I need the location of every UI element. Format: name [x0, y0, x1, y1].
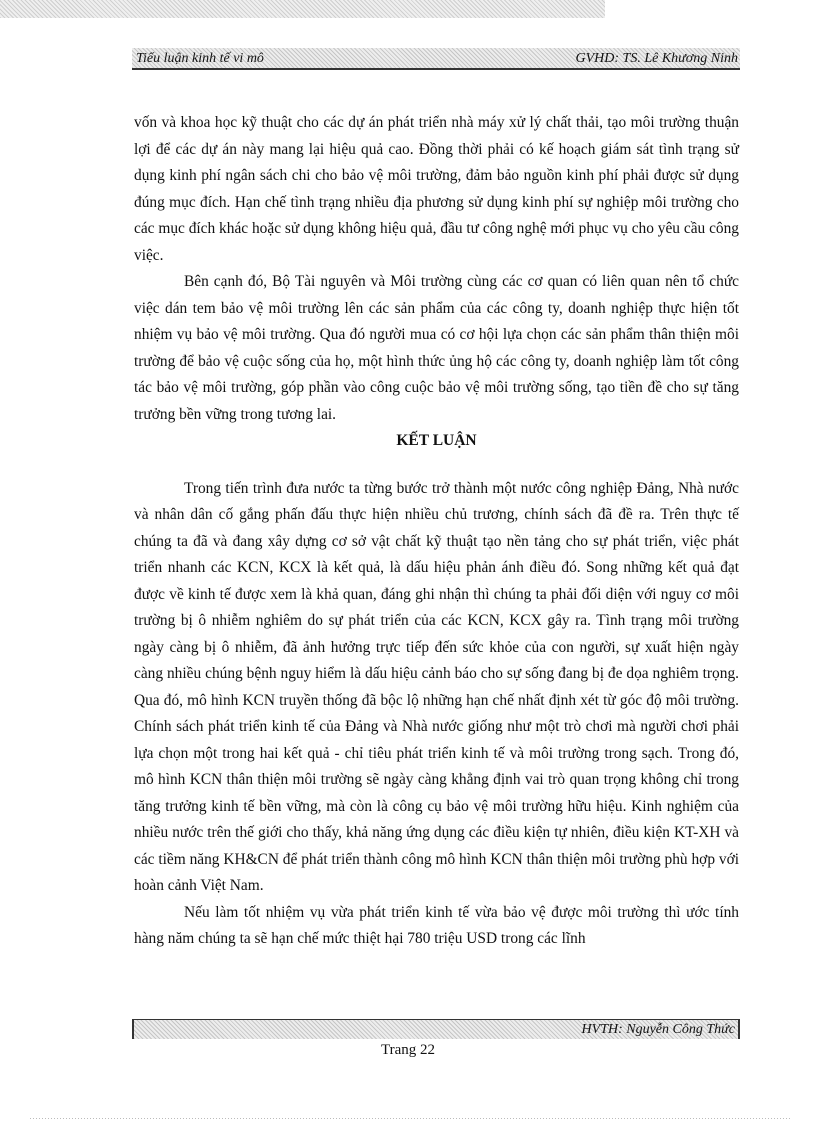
paragraph-conclusion: Trong tiến trình đưa nước ta từng bước trở thành một nước công nghiệp Đảng, Nhà nước và nhân dân cố gắng phấn đấu thực hiện nhiều chủ trương, chính sách đã đề ra. Trên thực tế chúng ta đã và đang xây dựng cơ sở vật chất kỹ thuật tạo nền tảng cho sự phát triển, việc phát triển nhanh các KCN, KCX là kết quả, là dấu hiệu phản ánh điều đó. Song những kết quả đạt được về kinh tế được xem là khả quan, đáng ghi nhận thì chúng ta phải đối diện với nguy cơ môi trường bị ô nhiễm nghiêm do sự phát triển của các KCN, KCX gây ra. Tình trạng môi trường ngày càng bị ô nhiễm, đã ảnh hưởng trực tiếp đến sức khỏe của con người, sự xuất hiện ngày càng nhiều chúng bệnh nguy hiểm là dấu hiệu cảnh báo cho sự sống đang bị đe dọa nghiêm trọng. Qua đó, mô hình KCN truyền thống đã bộc lộ những hạn chế nhất định xét từ góc độ môi trường. Chính sách phát triển kinh tế của Đảng và Nhà nước giống như một trò chơi mà người chơi phải lựa chọn một trong hai kết quả - chỉ tiêu phát triển kinh tế và môi trường trong sạch. Trong đó, mô hình KCN thân thiện môi trường sẽ ngày càng khẳng định vai trò quan trọng không chỉ trong tăng trưởng kinh tế bền vững, mà còn là công cụ bảo vệ môi trường hữu hiệu. Kinh nghiệm của nhiều nước trên thế giới cho thấy, khả năng ứng dụng các điều kiện tự nhiên, điều kiện KT-XH và các tiềm năng KH&CN để phát triển thành công mô hình KCN thân thiện môi trường phù hợp với hoàn cảnh Việt Nam. [134, 479, 739, 894]
paragraph-final: Nếu làm tốt nhiệm vụ vừa phát triển kinh tế vừa bảo vệ được môi trường thì ước tính hàng năm chúng ta sẽ hạn chế mức thiệt hại 780 triệu USD trong các lĩnh [134, 903, 739, 947]
footer-author: HVTH: Nguyễn Công Thức [581, 1022, 735, 1037]
page-number: Trang 22 [380, 1042, 436, 1058]
bottom-dotted-rule [30, 1118, 790, 1119]
header-course-title: Tiểu luận kinh tế vi mô [136, 51, 264, 66]
page-header [132, 48, 740, 70]
page-footer [132, 1019, 740, 1039]
header-instructor: GVHD: TS. Lê Khương Ninh [575, 51, 738, 66]
section-heading-conclusion: KẾT LUẬN [396, 432, 477, 449]
paragraph-continued: vốn và khoa học kỹ thuật cho các dự án phát triển nhà máy xử lý chất thải, tạo môi trường thuận lợi để các dự án này mang lại hiệu quả cao. Đồng thời phải có kế hoạch giám sát tình trạng sử dụng kinh phí ngân sách chi cho bảo vệ môi trường, đảm bảo nguồn kinh phí phải được sử dụng đúng mục đích. Hạn chế tình trạng nhiều địa phương sử dụng kinh phí sự nghiệp môi trường cho các mục đích khác hoặc sử dụng không hiệu quả, đầu tư công nghệ mới phục vụ cho yêu cầu công việc. [134, 114, 739, 264]
top-decorative-strip [0, 0, 605, 18]
paragraph-recommendation: Bên cạnh đó, Bộ Tài nguyên và Môi trường cùng các cơ quan có liên quan nên tổ chức việc dán tem bảo vệ môi trường lên các sản phẩm của các công ty, doanh nghiệp thực hiện tốt nhiệm vụ bảo vệ môi trường. Qua đó người mua có cơ hội lựa chọn các sản phẩm thân thiện môi trường để bảo vệ cuộc sống của họ, một hình thức ủng hộ các công ty, doanh nghiệp làm tốt công tác bảo vệ môi trường, góp phần vào công cuộc bảo vệ môi trường sống, tạo tiền đề cho sự tăng trưởng bền vững trong tương lai. [134, 273, 739, 423]
document-body [134, 110, 739, 953]
